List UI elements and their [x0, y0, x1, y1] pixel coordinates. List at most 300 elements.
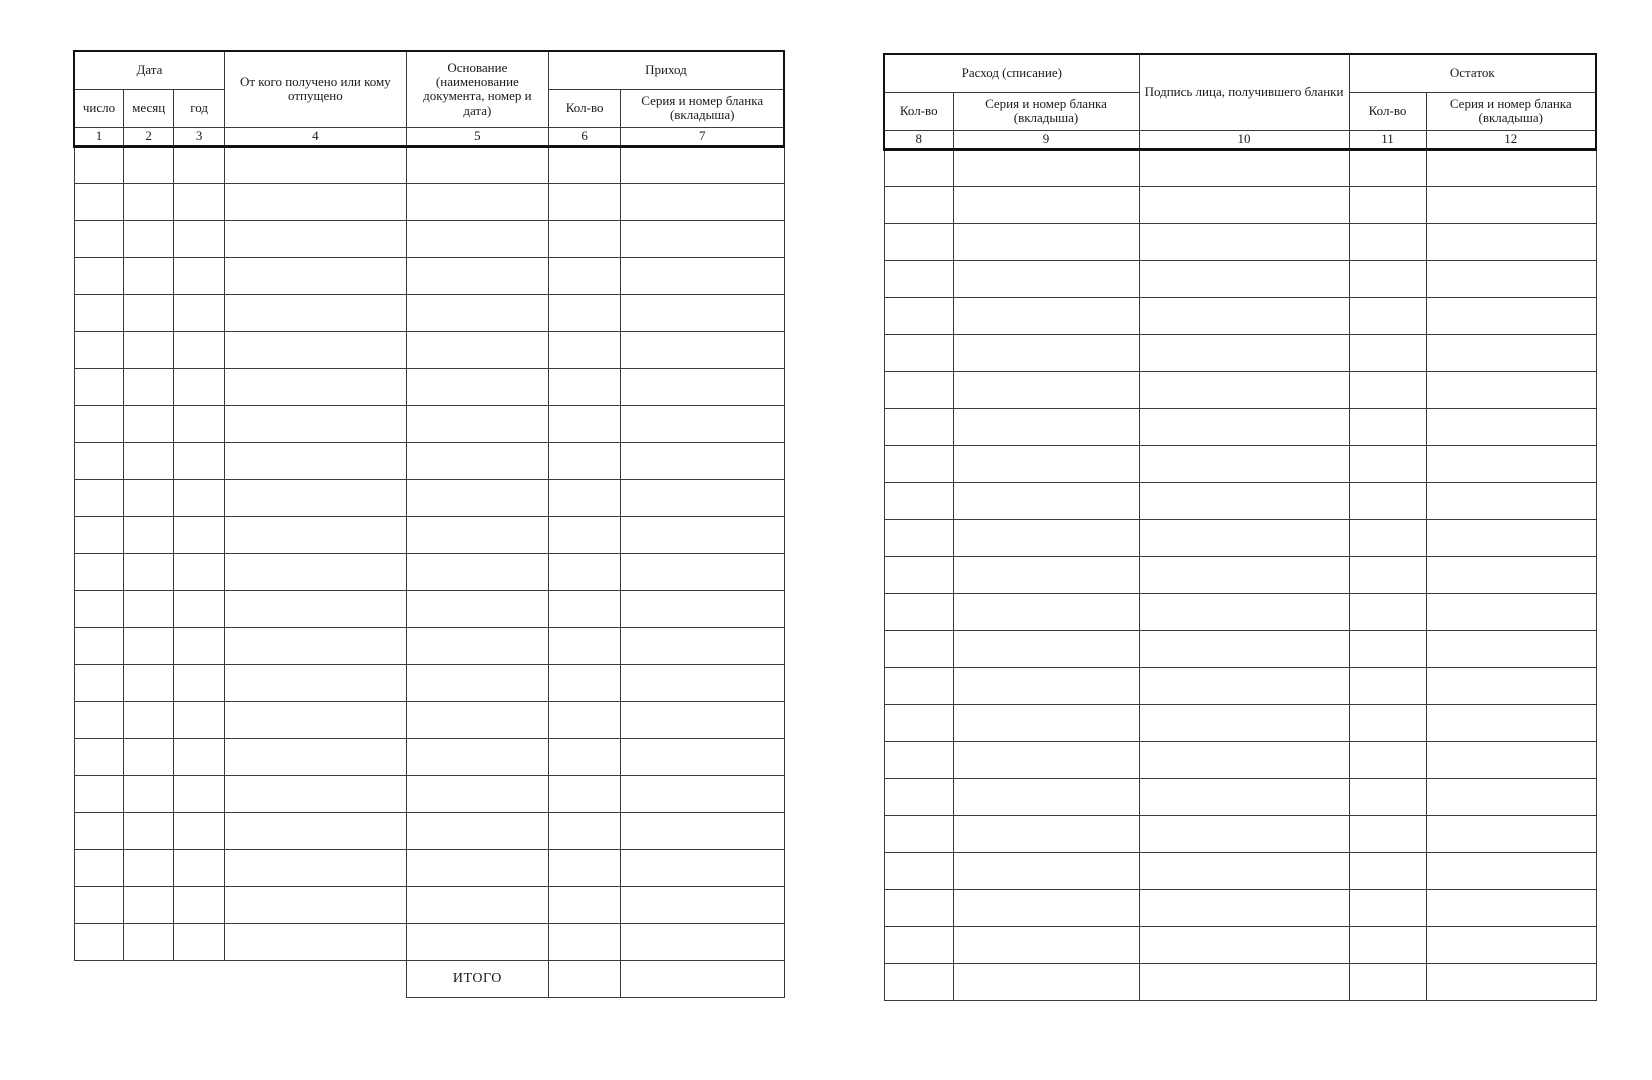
- table-cell[interactable]: [953, 593, 1139, 630]
- table-cell[interactable]: [953, 852, 1139, 889]
- table-cell[interactable]: [123, 923, 173, 960]
- basis-header: Основание (наименование документа, номер и дата): [406, 51, 548, 127]
- table-cell[interactable]: [174, 331, 224, 368]
- table-cell[interactable]: [1426, 667, 1596, 704]
- table-cell[interactable]: [1349, 556, 1426, 593]
- table-cell[interactable]: [884, 704, 953, 741]
- table-cell[interactable]: [123, 294, 173, 331]
- table-cell[interactable]: [953, 223, 1139, 260]
- table-cell[interactable]: [123, 849, 173, 886]
- table-cell[interactable]: [548, 738, 621, 775]
- table-cell[interactable]: [548, 257, 621, 294]
- table-cell[interactable]: [74, 775, 123, 812]
- table-row: [74, 627, 784, 664]
- table-row: [74, 849, 784, 886]
- table-cell[interactable]: [1139, 963, 1349, 1000]
- table-row: [74, 257, 784, 294]
- expense-series-header: Серия и номер бланка (вкладыша): [953, 92, 1139, 130]
- table-cell[interactable]: [953, 408, 1139, 445]
- table-cell[interactable]: [1349, 667, 1426, 704]
- table-cell[interactable]: [953, 815, 1139, 852]
- table-cell[interactable]: [953, 186, 1139, 223]
- table-cell[interactable]: [953, 556, 1139, 593]
- table-cell[interactable]: [621, 923, 784, 960]
- table-cell[interactable]: [123, 701, 173, 738]
- table-cell[interactable]: [123, 738, 173, 775]
- table-cell[interactable]: [621, 368, 784, 405]
- table-cell[interactable]: [74, 701, 123, 738]
- table-cell[interactable]: [1349, 519, 1426, 556]
- table-cell[interactable]: [1139, 519, 1349, 556]
- table-cell[interactable]: [174, 812, 224, 849]
- table-cell[interactable]: [123, 886, 173, 923]
- table-cell[interactable]: [884, 445, 953, 482]
- table-cell[interactable]: [174, 590, 224, 627]
- table-cell[interactable]: [1426, 926, 1596, 963]
- table-cell[interactable]: [224, 479, 406, 516]
- table-cell[interactable]: [1426, 186, 1596, 223]
- table-cell[interactable]: [548, 812, 621, 849]
- table-cell[interactable]: [406, 590, 548, 627]
- table-cell[interactable]: [953, 963, 1139, 1000]
- table-cell[interactable]: [174, 664, 224, 701]
- table-cell[interactable]: [406, 368, 548, 405]
- table-cell[interactable]: [1426, 593, 1596, 630]
- table-cell[interactable]: [174, 405, 224, 442]
- table-cell[interactable]: [74, 516, 123, 553]
- table-cell[interactable]: [953, 519, 1139, 556]
- table-cell[interactable]: [406, 923, 548, 960]
- table-cell[interactable]: [224, 775, 406, 812]
- table-cell[interactable]: [1349, 482, 1426, 519]
- table-cell[interactable]: [174, 442, 224, 479]
- table-cell[interactable]: [1349, 704, 1426, 741]
- table-cell[interactable]: [174, 738, 224, 775]
- table-cell[interactable]: [406, 886, 548, 923]
- table-cell[interactable]: [1426, 630, 1596, 667]
- table-cell[interactable]: [884, 334, 953, 371]
- table-row: [884, 630, 1596, 667]
- table-cell[interactable]: [621, 775, 784, 812]
- table-cell[interactable]: [953, 630, 1139, 667]
- table-cell[interactable]: [1426, 778, 1596, 815]
- column-number: 5: [406, 127, 548, 146]
- table-cell[interactable]: [884, 556, 953, 593]
- table-cell[interactable]: [1139, 186, 1349, 223]
- table-cell[interactable]: [1426, 334, 1596, 371]
- table-cell[interactable]: [406, 553, 548, 590]
- table-cell[interactable]: [406, 405, 548, 442]
- table-cell[interactable]: [123, 368, 173, 405]
- table-cell[interactable]: [123, 220, 173, 257]
- table-cell[interactable]: [1349, 778, 1426, 815]
- expense-qty-header: Кол-во: [884, 92, 953, 130]
- table-cell[interactable]: [884, 630, 953, 667]
- table-cell[interactable]: [123, 516, 173, 553]
- signature-header: Подпись лица, получившего бланки: [1139, 54, 1349, 130]
- table-cell[interactable]: [548, 331, 621, 368]
- table-cell[interactable]: [1139, 815, 1349, 852]
- table-cell[interactable]: [224, 664, 406, 701]
- table-cell[interactable]: [406, 294, 548, 331]
- column-number: 1: [74, 127, 123, 146]
- table-cell[interactable]: [884, 815, 953, 852]
- table-cell[interactable]: [224, 812, 406, 849]
- table-cell[interactable]: [1139, 445, 1349, 482]
- table-cell[interactable]: [123, 442, 173, 479]
- table-cell[interactable]: [1139, 149, 1349, 186]
- table-cell[interactable]: [1139, 482, 1349, 519]
- table-cell[interactable]: [1349, 926, 1426, 963]
- table-cell[interactable]: [74, 812, 123, 849]
- table-cell[interactable]: [621, 553, 784, 590]
- table-cell[interactable]: [953, 889, 1139, 926]
- table-cell[interactable]: [406, 516, 548, 553]
- table-cell[interactable]: [884, 889, 953, 926]
- table-cell[interactable]: [953, 482, 1139, 519]
- table-cell[interactable]: [548, 294, 621, 331]
- table-cell[interactable]: [174, 220, 224, 257]
- table-cell[interactable]: [884, 371, 953, 408]
- table-cell[interactable]: [174, 257, 224, 294]
- table-cell[interactable]: [884, 926, 953, 963]
- table-cell[interactable]: [74, 738, 123, 775]
- table-row: [74, 368, 784, 405]
- table-cell[interactable]: [1139, 260, 1349, 297]
- table-cell[interactable]: [224, 183, 406, 220]
- table-cell[interactable]: [224, 886, 406, 923]
- table-cell[interactable]: [1349, 852, 1426, 889]
- table-cell[interactable]: [174, 368, 224, 405]
- table-cell[interactable]: [174, 775, 224, 812]
- table-cell[interactable]: [406, 812, 548, 849]
- table-cell[interactable]: [1349, 297, 1426, 334]
- table-cell[interactable]: [224, 405, 406, 442]
- table-cell[interactable]: [1139, 852, 1349, 889]
- column-number: 4: [224, 127, 406, 146]
- table-cell[interactable]: [406, 183, 548, 220]
- table-cell[interactable]: [123, 479, 173, 516]
- table-cell[interactable]: [406, 738, 548, 775]
- table-cell[interactable]: [1139, 334, 1349, 371]
- table-cell[interactable]: [953, 741, 1139, 778]
- table-cell[interactable]: [1139, 593, 1349, 630]
- table-cell[interactable]: [953, 778, 1139, 815]
- table-cell[interactable]: [224, 220, 406, 257]
- table-cell[interactable]: [1349, 260, 1426, 297]
- table-row: [884, 223, 1596, 260]
- table-cell[interactable]: [74, 294, 123, 331]
- table-cell[interactable]: [548, 701, 621, 738]
- table-cell[interactable]: [1139, 741, 1349, 778]
- table-cell[interactable]: [953, 445, 1139, 482]
- table-cell[interactable]: [1139, 223, 1349, 260]
- table-cell[interactable]: [174, 479, 224, 516]
- table-cell[interactable]: [1426, 519, 1596, 556]
- table-cell[interactable]: [406, 775, 548, 812]
- table-cell[interactable]: [548, 664, 621, 701]
- table-cell[interactable]: [884, 149, 953, 186]
- table-cell[interactable]: [174, 294, 224, 331]
- table-cell[interactable]: [621, 627, 784, 664]
- table-cell[interactable]: [1426, 297, 1596, 334]
- table-cell[interactable]: [1139, 704, 1349, 741]
- table-cell[interactable]: [74, 220, 123, 257]
- table-cell[interactable]: [621, 331, 784, 368]
- table-cell[interactable]: [1426, 482, 1596, 519]
- table-cell[interactable]: [1426, 852, 1596, 889]
- table-cell[interactable]: [174, 923, 224, 960]
- table-cell[interactable]: [74, 664, 123, 701]
- table-cell[interactable]: [1426, 149, 1596, 186]
- table-cell[interactable]: [174, 146, 224, 183]
- table-cell[interactable]: [224, 442, 406, 479]
- table-cell[interactable]: [1349, 741, 1426, 778]
- table-cell[interactable]: [953, 334, 1139, 371]
- table-cell[interactable]: [953, 297, 1139, 334]
- table-cell[interactable]: [884, 260, 953, 297]
- table-cell[interactable]: [174, 516, 224, 553]
- table-cell[interactable]: [548, 405, 621, 442]
- table-cell[interactable]: [884, 667, 953, 704]
- table-cell[interactable]: [1139, 667, 1349, 704]
- table-cell[interactable]: [548, 775, 621, 812]
- table-cell[interactable]: [74, 553, 123, 590]
- table-row: [74, 701, 784, 738]
- table-cell[interactable]: [1349, 815, 1426, 852]
- table-cell[interactable]: [174, 886, 224, 923]
- table-cell[interactable]: [406, 479, 548, 516]
- table-cell[interactable]: [74, 849, 123, 886]
- table-cell[interactable]: [123, 553, 173, 590]
- table-cell[interactable]: [548, 183, 621, 220]
- date-group-header: Дата: [74, 51, 224, 89]
- table-cell[interactable]: [1426, 445, 1596, 482]
- table-cell[interactable]: [1426, 741, 1596, 778]
- table-cell[interactable]: [621, 146, 784, 183]
- table-cell[interactable]: [884, 297, 953, 334]
- table-cell[interactable]: [1426, 260, 1596, 297]
- table-cell[interactable]: [884, 186, 953, 223]
- table-cell[interactable]: [123, 664, 173, 701]
- table-cell[interactable]: [74, 331, 123, 368]
- table-cell[interactable]: [174, 183, 224, 220]
- table-cell[interactable]: [174, 701, 224, 738]
- table-cell[interactable]: [224, 849, 406, 886]
- table-cell[interactable]: [1349, 186, 1426, 223]
- table-cell[interactable]: [621, 516, 784, 553]
- table-cell[interactable]: [1349, 223, 1426, 260]
- table-cell[interactable]: [1139, 926, 1349, 963]
- table-cell[interactable]: [884, 519, 953, 556]
- table-cell[interactable]: [1139, 630, 1349, 667]
- table-cell[interactable]: [548, 220, 621, 257]
- table-cell[interactable]: [123, 812, 173, 849]
- table-cell[interactable]: [74, 368, 123, 405]
- table-cell[interactable]: [74, 405, 123, 442]
- table-cell[interactable]: [174, 849, 224, 886]
- table-cell[interactable]: [406, 331, 548, 368]
- table-cell[interactable]: [1349, 593, 1426, 630]
- table-cell[interactable]: [406, 146, 548, 183]
- table-cell[interactable]: [621, 405, 784, 442]
- table-cell[interactable]: [224, 553, 406, 590]
- table-cell[interactable]: [953, 371, 1139, 408]
- table-cell[interactable]: [621, 479, 784, 516]
- table-cell[interactable]: [1349, 630, 1426, 667]
- table-row: [884, 482, 1596, 519]
- table-cell[interactable]: [548, 479, 621, 516]
- column-number: 11: [1349, 130, 1426, 149]
- table-cell[interactable]: [548, 368, 621, 405]
- table-cell[interactable]: [174, 553, 224, 590]
- table-row: [74, 590, 784, 627]
- table-cell[interactable]: [224, 590, 406, 627]
- table-cell[interactable]: [1426, 815, 1596, 852]
- table-cell[interactable]: [1426, 223, 1596, 260]
- table-cell[interactable]: [1426, 889, 1596, 926]
- table-cell[interactable]: [621, 442, 784, 479]
- table-cell[interactable]: [621, 664, 784, 701]
- table-cell[interactable]: [1426, 371, 1596, 408]
- table-row: [74, 183, 784, 220]
- table-cell[interactable]: [74, 923, 123, 960]
- table-cell[interactable]: [123, 405, 173, 442]
- table-row: [884, 371, 1596, 408]
- table-cell[interactable]: [123, 331, 173, 368]
- table-cell[interactable]: [224, 368, 406, 405]
- table-cell[interactable]: [621, 738, 784, 775]
- table-cell[interactable]: [1349, 149, 1426, 186]
- day-header: число: [74, 89, 123, 127]
- total-qty-cell[interactable]: [548, 960, 621, 997]
- table-cell[interactable]: [224, 701, 406, 738]
- table-cell[interactable]: [406, 849, 548, 886]
- table-cell[interactable]: [123, 775, 173, 812]
- table-cell[interactable]: [224, 627, 406, 664]
- table-cell[interactable]: [224, 923, 406, 960]
- right-page: [826, 0, 1652, 1080]
- table-cell[interactable]: [123, 590, 173, 627]
- table-cell[interactable]: [953, 926, 1139, 963]
- table-cell[interactable]: [406, 664, 548, 701]
- table-cell[interactable]: [548, 590, 621, 627]
- table-cell[interactable]: [224, 146, 406, 183]
- table-cell[interactable]: [1349, 963, 1426, 1000]
- table-cell[interactable]: [548, 849, 621, 886]
- table-cell[interactable]: [548, 553, 621, 590]
- table-cell[interactable]: [621, 701, 784, 738]
- table-cell[interactable]: [74, 479, 123, 516]
- table-cell[interactable]: [548, 146, 621, 183]
- total-series-cell[interactable]: [621, 960, 784, 997]
- table-cell[interactable]: [548, 923, 621, 960]
- table-cell[interactable]: [406, 627, 548, 664]
- table-cell[interactable]: [406, 701, 548, 738]
- table-cell[interactable]: [1349, 334, 1426, 371]
- table-cell[interactable]: [406, 220, 548, 257]
- table-cell[interactable]: [884, 852, 953, 889]
- table-cell[interactable]: [123, 146, 173, 183]
- table-cell[interactable]: [953, 704, 1139, 741]
- table-cell[interactable]: [74, 257, 123, 294]
- table-cell[interactable]: [224, 331, 406, 368]
- table-cell[interactable]: [621, 220, 784, 257]
- table-cell[interactable]: [884, 593, 953, 630]
- table-cell[interactable]: [224, 516, 406, 553]
- income-group-header: Приход: [548, 51, 784, 89]
- table-cell[interactable]: [621, 183, 784, 220]
- table-cell[interactable]: [884, 482, 953, 519]
- table-cell[interactable]: [621, 257, 784, 294]
- table-cell[interactable]: [621, 590, 784, 627]
- table-cell[interactable]: [224, 294, 406, 331]
- table-cell[interactable]: [884, 223, 953, 260]
- table-cell[interactable]: [406, 257, 548, 294]
- table-cell[interactable]: [621, 812, 784, 849]
- table-cell[interactable]: [953, 149, 1139, 186]
- table-cell[interactable]: [884, 408, 953, 445]
- table-cell[interactable]: [1139, 408, 1349, 445]
- table-cell[interactable]: [123, 627, 173, 664]
- table-cell[interactable]: [1139, 778, 1349, 815]
- table-cell[interactable]: [1139, 371, 1349, 408]
- table-cell[interactable]: [1426, 704, 1596, 741]
- table-cell[interactable]: [1426, 556, 1596, 593]
- table-cell[interactable]: [548, 886, 621, 923]
- table-cell[interactable]: [1139, 556, 1349, 593]
- table-row: [74, 442, 784, 479]
- table-cell[interactable]: [1349, 445, 1426, 482]
- table-cell[interactable]: [1349, 371, 1426, 408]
- table-cell[interactable]: [1349, 408, 1426, 445]
- table-cell[interactable]: [884, 778, 953, 815]
- table-cell[interactable]: [548, 516, 621, 553]
- table-cell[interactable]: [123, 257, 173, 294]
- table-cell[interactable]: [953, 260, 1139, 297]
- table-cell[interactable]: [548, 627, 621, 664]
- table-cell[interactable]: [1139, 889, 1349, 926]
- table-cell[interactable]: [1426, 963, 1596, 1000]
- table-cell[interactable]: [1426, 408, 1596, 445]
- table-cell[interactable]: [621, 886, 784, 923]
- table-row: [884, 260, 1596, 297]
- table-cell[interactable]: [1349, 889, 1426, 926]
- table-cell[interactable]: [74, 886, 123, 923]
- table-row: [884, 704, 1596, 741]
- table-cell[interactable]: [884, 963, 953, 1000]
- table-cell[interactable]: [406, 442, 548, 479]
- table-cell[interactable]: [548, 442, 621, 479]
- income-series-header: Серия и номер бланка (вкладыша): [621, 89, 784, 127]
- table-cell[interactable]: [123, 183, 173, 220]
- table-cell[interactable]: [884, 741, 953, 778]
- table-cell[interactable]: [1139, 297, 1349, 334]
- table-cell[interactable]: [74, 146, 123, 183]
- table-cell[interactable]: [224, 738, 406, 775]
- table-cell[interactable]: [74, 183, 123, 220]
- table-row: [74, 405, 784, 442]
- table-cell[interactable]: [953, 667, 1139, 704]
- table-cell[interactable]: [174, 627, 224, 664]
- table-cell[interactable]: [621, 849, 784, 886]
- table-cell[interactable]: [74, 627, 123, 664]
- table-cell[interactable]: [74, 590, 123, 627]
- table-cell[interactable]: [74, 442, 123, 479]
- table-cell[interactable]: [621, 294, 784, 331]
- table-cell[interactable]: [224, 257, 406, 294]
- column-number: 6: [548, 127, 621, 146]
